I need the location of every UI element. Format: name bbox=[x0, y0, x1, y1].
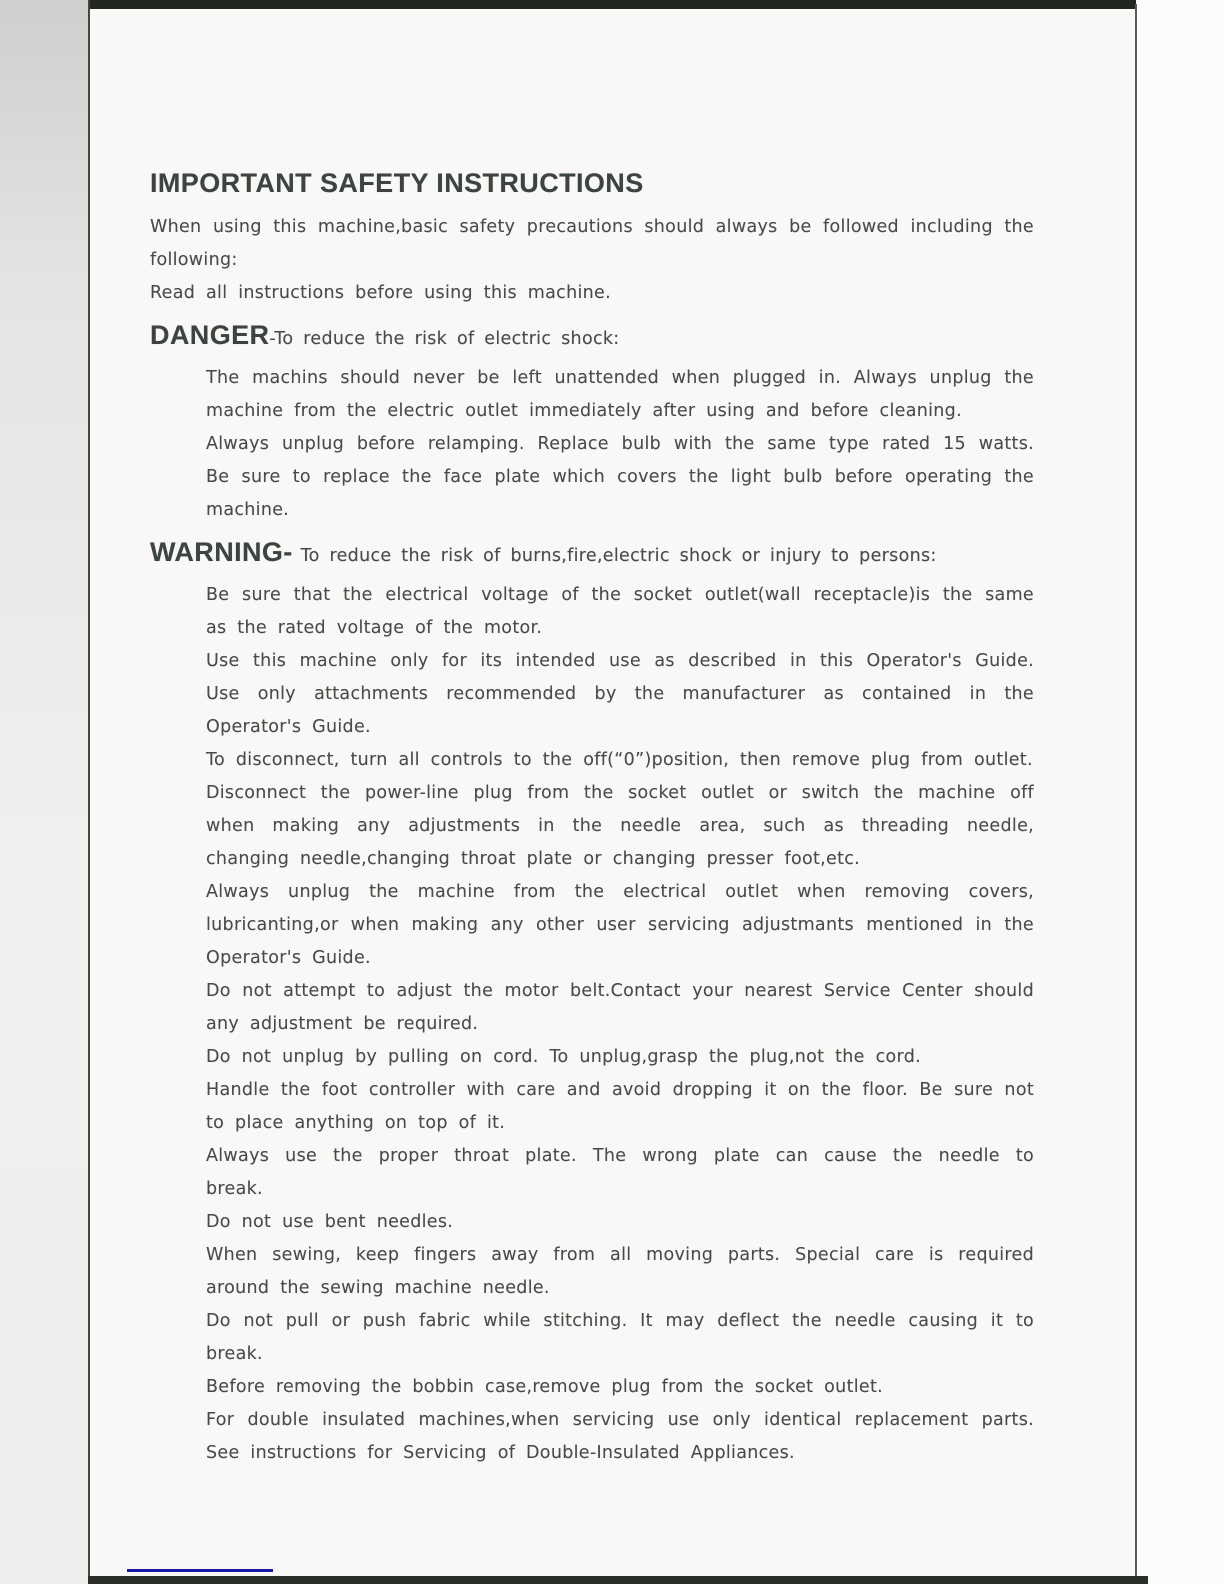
safety-bullet-item: For double insulated machines,when servicing use only identical replacement parts. See instructions for Servicing of Double-Insulated Appliances. bbox=[206, 1410, 1034, 1463]
warning-heading-word: WARNING- bbox=[150, 537, 293, 567]
scan-right-edge-line bbox=[1135, 4, 1137, 1584]
scan-top-edge-bar bbox=[88, 0, 1136, 9]
scan-background-left bbox=[0, 0, 89, 1584]
safety-bullet-item: Handle the foot controller with care and avoid dropping it on the floor. Be sure not to place anything on top of it. bbox=[206, 1080, 1034, 1133]
safety-bullet-item: Do not unplug by pulling on cord. To unplug,grasp the plug,not the cord. bbox=[206, 1047, 921, 1067]
safety-bullet-item: Be sure that the electrical voltage of the socket outlet(wall receptacle)is the same as the rated voltage of the motor. bbox=[206, 585, 1034, 638]
danger-heading bbox=[150, 312, 1034, 362]
page-content bbox=[150, 168, 1034, 1470]
scan-background-right bbox=[1137, 0, 1224, 1584]
safety-bullet-item: Always unplug before relamping. Replace bulb with the same type rated 15 watts. Be sure to replace the face plate which covers the light bulb before operating the machine. bbox=[206, 434, 1034, 520]
safety-bullet-item: The machins should never be left unattended when plugged in. Always unplug the machine from the electric outlet immediately after using and before cleaning. bbox=[206, 368, 1034, 421]
danger-list bbox=[150, 362, 1034, 527]
safety-bullet-item: Do not pull or push fabric while stitching. It may deflect the needle causing it to break. bbox=[206, 1311, 1034, 1364]
intro-text: When using this machine,basic safety precautions should always be followed including the following: bbox=[150, 217, 1034, 270]
safety-bullet-item: Use this machine only for its intended use as described in this Operator's Guide. Use only attachments recommended by the manufacturer as contained in the Operator's Guide. bbox=[206, 651, 1034, 737]
safety-bullet-item: To disconnect, turn all controls to the off(“0”)position, then remove plug from outlet. bbox=[206, 750, 1033, 770]
scan-bottom-edge-bar bbox=[88, 1576, 1148, 1584]
danger-tagline: -To reduce the risk of electric shock: bbox=[269, 329, 620, 349]
warning-tagline: To reduce the risk of burns,fire,electric shock or injury to persons: bbox=[300, 546, 937, 566]
blue-pen-mark bbox=[127, 1569, 273, 1572]
danger-heading-word: DANGER bbox=[150, 320, 270, 350]
read-instructions-text: Read all instructions before using this machine. bbox=[150, 283, 611, 303]
safety-bullet-item: Do not use bent needles. bbox=[206, 1212, 454, 1232]
safety-bullet-item: When sewing, keep fingers away from all moving parts. Special care is required around the sewing machine needle. bbox=[206, 1245, 1034, 1298]
safety-bullet-item: Disconnect the power-line plug from the socket outlet or switch the machine off when making any adjustments in the needle area, such as threading needle, changing needle,changing throat plate or changing presser foot,etc. bbox=[206, 783, 1034, 869]
safety-bullet-item: Always unplug the machine from the electrical outlet when removing covers, lubricanting,or when making any other user servicing adjustmants mentioned in the Operator's Guide. bbox=[206, 882, 1034, 968]
safety-bullet-item: Do not attempt to adjust the motor belt.Contact your nearest Service Center should any adjustment be required. bbox=[206, 981, 1034, 1034]
scan-left-edge-line bbox=[88, 0, 90, 1584]
safety-bullet-item: Always use the proper throat plate. The wrong plate can cause the needle to break. bbox=[206, 1146, 1034, 1199]
page-title: IMPORTANT SAFETY INSTRUCTIONS bbox=[150, 168, 644, 198]
safety-bullet-item: Before removing the bobbin case,remove plug from the socket outlet. bbox=[206, 1377, 883, 1397]
warning-list bbox=[150, 579, 1034, 1470]
warning-heading bbox=[150, 529, 1034, 579]
